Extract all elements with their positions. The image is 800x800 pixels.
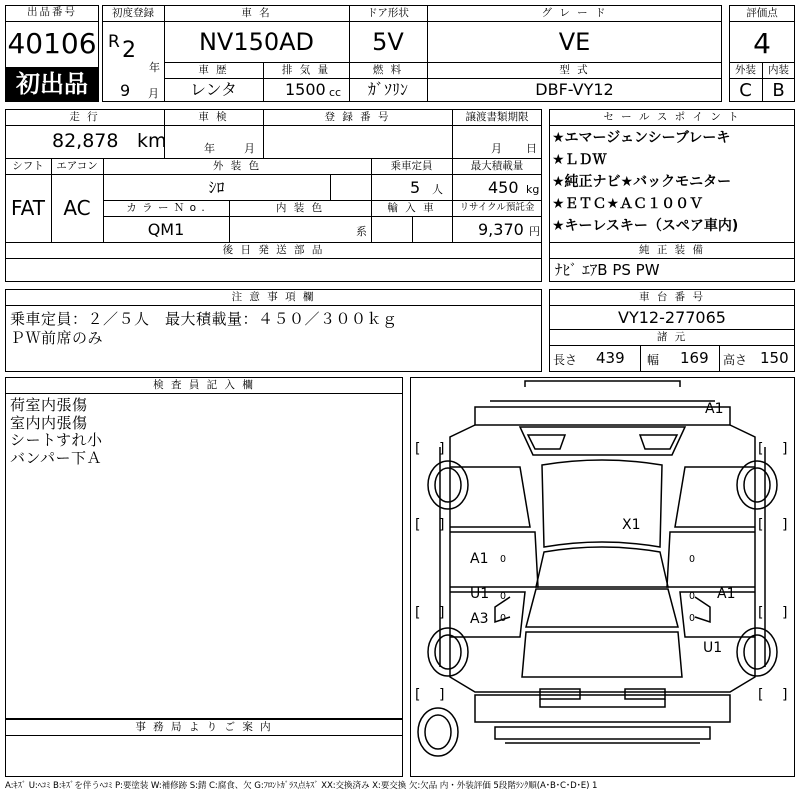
- registration-number-label: 登 録 番 号: [324, 111, 391, 123]
- exterior-color-label: 外 装 色: [212, 160, 262, 172]
- recycle-value: 9,370: [478, 220, 524, 239]
- equipment-label: 純 正 装 備: [638, 244, 705, 256]
- recycle-label: リサイクル預託金: [459, 202, 535, 213]
- exterior-color-value: ｼﾛ: [208, 178, 225, 197]
- damage-mark-roof-rear: A1: [705, 401, 724, 417]
- color-number-value: QM1: [147, 220, 185, 239]
- chassis-label: 車 台 番 号: [638, 291, 705, 303]
- recycle-unit: 円: [529, 225, 540, 238]
- zero-mark: 0: [689, 591, 696, 602]
- import-label: 輸 入 車: [387, 202, 436, 214]
- shift-value: FAT: [10, 196, 45, 220]
- length-label: 長さ: [553, 353, 578, 367]
- caution-line: ＰＷ前席のみ: [10, 329, 104, 347]
- month-unit: 月: [148, 87, 159, 100]
- interior-label: 内装: [768, 64, 789, 76]
- damage-mark-right-lower: U1: [703, 640, 723, 656]
- car-diagram: [410, 377, 795, 777]
- era: R: [108, 32, 120, 52]
- inspector-note: バンパー下Ａ: [10, 449, 102, 467]
- selling-points-label: セ ー ル ス ポ イ ン ト: [603, 111, 741, 123]
- bracket-close: ]: [782, 441, 788, 457]
- score-value: 4: [753, 27, 771, 60]
- bracket-close: ]: [439, 517, 445, 533]
- transfer-deadline-label: 譲渡書類期限: [465, 111, 529, 123]
- car-name: NV150AD: [198, 28, 315, 56]
- grade-label: グ レ ー ド: [541, 7, 608, 19]
- interior-color-label: 内 装 色: [275, 202, 325, 214]
- inspector-label: 検 査 員 記 入 欄: [153, 379, 255, 391]
- exterior-grade: C: [739, 80, 752, 101]
- height-label: 高さ: [723, 353, 748, 367]
- inspection-month-unit: 月: [244, 142, 255, 155]
- selling-point: ★キーレスキー（スペア車内): [552, 218, 739, 234]
- fuel-value: ｶﾞｿﾘﾝ: [367, 80, 408, 99]
- reg-year: 2: [122, 38, 136, 63]
- bracket-open: [: [415, 441, 421, 457]
- interior-color-unit: 系: [356, 225, 367, 238]
- first-listing-badge: 初出品: [6, 67, 98, 101]
- inspector-note: 室内内張傷: [10, 414, 88, 432]
- bracket-close: ]: [439, 441, 445, 457]
- selling-point: ★純正ナビ★バックモニター: [552, 174, 732, 190]
- payload-unit: kg: [526, 183, 540, 196]
- lot-number: 40106: [7, 27, 97, 60]
- damage-mark-left-mid: U1: [470, 586, 490, 602]
- bracket-open: [: [415, 517, 421, 533]
- model-value: DBF-VY12: [535, 80, 614, 99]
- damage-mark-left-lower: A3: [470, 611, 489, 627]
- displacement-value: 1500: [285, 80, 326, 99]
- height-value: 150: [760, 349, 789, 367]
- bracket-close: ]: [782, 605, 788, 621]
- zero-mark: 0: [500, 613, 507, 624]
- width-label: 幅: [647, 353, 660, 367]
- mileage-value: 82,878: [52, 130, 119, 152]
- bracket-close: ]: [782, 517, 788, 533]
- door-label: ドア形状: [367, 7, 409, 19]
- zero-mark: 0: [689, 613, 696, 624]
- aircon-label: エアコン: [56, 160, 98, 172]
- grade: VE: [558, 28, 591, 56]
- mileage-unit: km: [137, 130, 167, 152]
- caution-label: 注 意 事 項 欄: [231, 291, 316, 303]
- selling-point: ★ＬＤＷ: [552, 152, 607, 168]
- bracket-close: ]: [439, 687, 445, 703]
- length-value: 439: [596, 349, 625, 367]
- inspection-label: 車 検: [198, 111, 229, 123]
- seating-value: 5: [410, 178, 421, 197]
- bracket-open: [: [758, 517, 764, 533]
- bracket-close: ]: [782, 687, 788, 703]
- mileage-label: 走 行: [69, 111, 100, 123]
- transfer-day-unit: 日: [526, 142, 537, 155]
- bracket-close: ]: [439, 605, 445, 621]
- legend: A:ｷｽﾞ U:ﾍｺﾐ B:ｷｽﾞを伴うﾍｺﾐ P:要塗装 W:補修跡 S:錆 C:腐食、欠 G:ﾌﾛﾝﾄｶﾞﾗｽ点ｷｽﾞ XX:交換済み X:要交換 欠:欠品 内・外装評価 5段階ﾗﾝｸ順(A･B･C･D･E) 1: [5, 781, 598, 791]
- first-registration-label: 初度登録: [112, 7, 154, 19]
- inspector-note: 荷室内張傷: [10, 396, 88, 414]
- shift-label: シフト: [12, 160, 44, 172]
- zero-mark: 0: [500, 554, 507, 565]
- bracket-open: [: [758, 441, 764, 457]
- fuel-label: 燃 料: [372, 64, 404, 76]
- bracket-open: [: [758, 687, 764, 703]
- score-label: 評価点: [746, 7, 778, 19]
- door-type: 5V: [372, 28, 404, 56]
- displacement-label: 排 気 量: [281, 64, 331, 76]
- transfer-month-unit: 月: [491, 142, 502, 155]
- seating-unit: 人: [432, 183, 443, 196]
- car-name-label: 車 名: [241, 7, 272, 19]
- selling-point: ★ＥＴＣ★ＡＣ１００Ｖ: [552, 196, 704, 212]
- zero-mark: 0: [689, 554, 696, 565]
- year-unit: 年: [149, 61, 160, 74]
- damage-mark-right-mid: A1: [717, 586, 736, 602]
- interior-grade: B: [772, 80, 785, 101]
- displacement-unit: cc: [329, 86, 342, 99]
- zero-mark: 0: [500, 591, 507, 602]
- inspection-year-unit: 年: [204, 142, 215, 155]
- office-label: 事 務 局 よ り ご 案 内: [135, 721, 273, 733]
- lot-number-label: 出品番号: [27, 6, 77, 18]
- later-parts-label: 後 日 発 送 部 品: [222, 244, 325, 256]
- caution-line: 乗車定員：２／５人 最大積載量：４５０／３００ｋｇ: [10, 310, 398, 328]
- history-value: レンタ: [190, 80, 237, 99]
- exterior-label: 外装: [735, 64, 756, 76]
- color-number-label: カ ラ ー Ｎ o .: [126, 202, 206, 214]
- payload-label: 最大積載量: [470, 160, 524, 172]
- seating-label: 乗車定員: [390, 160, 433, 172]
- damage-mark-left-upper: A1: [470, 551, 489, 567]
- inspector-note: シートすれ小: [10, 431, 103, 449]
- width-value: 169: [680, 349, 709, 367]
- aircon-value: AC: [63, 196, 91, 220]
- equipment-value: ﾅﾋﾞ ｴｱB PS PW: [555, 261, 660, 279]
- chassis-number: VY12-277065: [618, 308, 726, 327]
- damage-mark-roof: X1: [622, 517, 641, 533]
- bracket-open: [: [758, 605, 764, 621]
- history-label: 車 歴: [198, 64, 229, 76]
- bracket-open: [: [415, 687, 421, 703]
- bracket-open: [: [415, 605, 421, 621]
- payload-value: 450: [488, 178, 519, 197]
- selling-point: ★エマージェンシーブレーキ: [552, 130, 731, 146]
- reg-month: 9: [120, 81, 131, 100]
- model-label: 型 式: [559, 64, 590, 76]
- dimensions-label: 諸 元: [656, 331, 688, 343]
